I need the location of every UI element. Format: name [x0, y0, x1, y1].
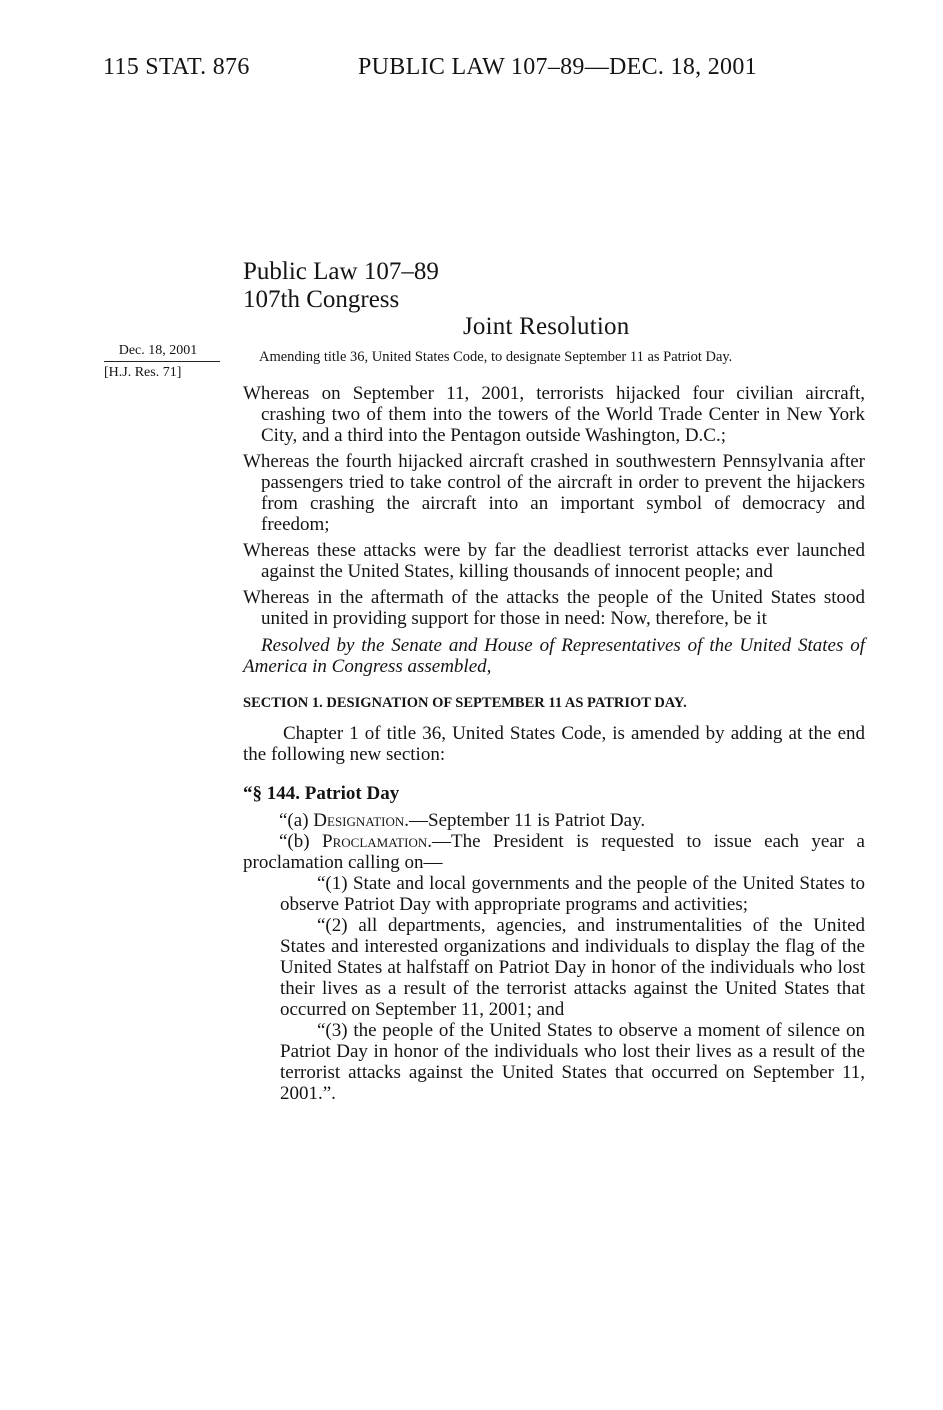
- paragraph-item: “(1) State and local governments and the people of the United States to observe Patriot Day with appropriate programs and activities;: [280, 873, 865, 915]
- margin-note: [104, 342, 220, 381]
- resolving-clause: Resolved by the Senate and House of Representatives of the United States of America in Congress assembled,: [243, 635, 865, 677]
- section-heading: SECTION 1. DESIGNATION OF SEPTEMBER 11 AS PATRIOT DAY.: [243, 695, 687, 711]
- running-header: PUBLIC LAW 107–89—DEC. 18, 2001: [358, 54, 757, 80]
- whereas-clause: Whereas the fourth hijacked aircraft crashed in southwestern Pennsylvania after passengers tried to take control of the aircraft in order to prevent the hijackers from crashing the aircraft into an important symbol of democracy and freedom;: [243, 451, 865, 535]
- new-section-heading: “§ 144. Patriot Day: [243, 783, 400, 804]
- resolution-subtitle: Amending title 36, United States Code, to designate September 11 as Patriot Day.: [259, 349, 733, 365]
- margin-resolution: [H.J. Res. 71]: [104, 365, 182, 380]
- whereas-clause: Whereas in the aftermath of the attacks the people of the United States stood united in providing support for those in need: Now, therefore, be it: [243, 587, 865, 629]
- whereas-clause: Whereas on September 11, 2001, terrorists hijacked four civilian aircraft, crashing two of them into the towers of the World Trade Center in New York City, and a third into the Pentagon outside Washington, D.C.;: [243, 383, 865, 446]
- whereas-clause: Whereas these attacks were by far the deadliest terrorist attacks ever launched against the United States, killing thousands of innocent people; and: [243, 540, 865, 582]
- margin-date: Dec. 18, 2001: [118, 343, 198, 358]
- subsection-b-label: Proclamation: [322, 831, 428, 852]
- paragraph-item: “(2) all departments, agencies, and instrumentalities of the United States and interested organizations and individuals to display the flag of the United States at halfstaff on Patriot Day in honor of the individuals who lost their lives as a result of the terrorist attacks against the United States that occurred on September 11, 2001; and: [280, 915, 865, 1020]
- document-type: Joint Resolution: [463, 313, 630, 340]
- subsection-a-label: Designation: [313, 810, 405, 831]
- congress-label: 107th Congress: [243, 286, 400, 313]
- subsection-a: “(a) Designation.—September 11 is Patriot Day.: [279, 810, 646, 831]
- law-title: Public Law 107–89: [243, 258, 439, 285]
- page-stat-reference: 115 STAT. 876: [103, 54, 250, 80]
- section-intro: Chapter 1 of title 36, United States Code, is amended by adding at the end the following new section:: [243, 723, 865, 765]
- resolution-body: [243, 383, 865, 1104]
- margin-divider: [104, 361, 220, 362]
- subsection-b: “(b) Proclamation.—The President is requested to issue each year a proclamation calling on—: [243, 831, 865, 873]
- paragraph-item: “(3) the people of the United States to observe a moment of silence on Patriot Day in honor of the individuals who lost their lives as a result of the terrorist attacks against the United States that occurred on September 11, 2001.”.: [280, 1020, 865, 1104]
